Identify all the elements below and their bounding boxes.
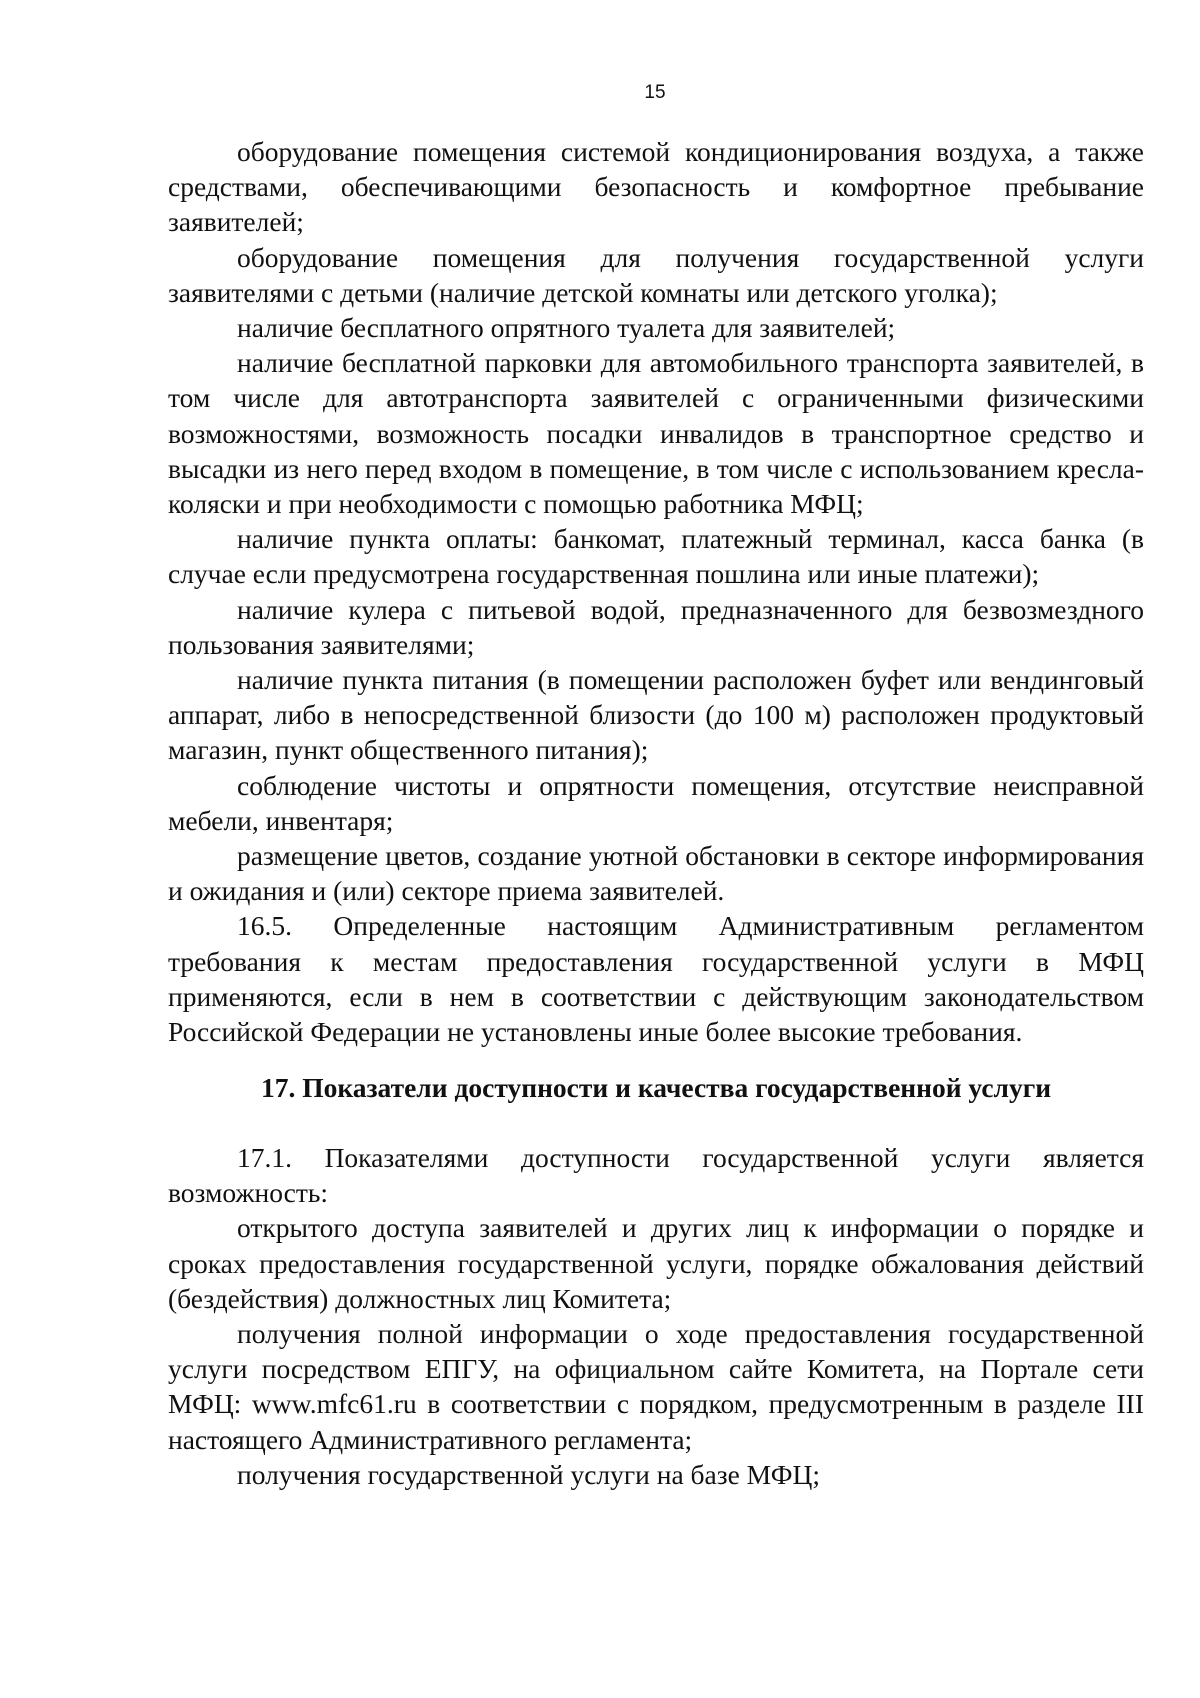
paragraph: получения полной информации о ходе предоставления государственной услуги посредством ЕПГУ, на официальном сайте Комитета, на Портале сети МФЦ: www.mfc61.ru в соответствии с порядком, предусмотренным в разделе III настоящего Административного регламента; [168, 1318, 1144, 1455]
paragraph: 16.5. Определенные настоящим Административным регламентом требования к местам предоставления государственной услуги в МФЦ применяются, если в нем в соответствии с действующим законодательством Российской Федерации не установлены иные более высокие требования. [168, 910, 1144, 1048]
paragraph: получения государственной услуги на базе МФЦ; [237, 1458, 820, 1490]
paragraph: оборудование помещения системой кондиционирования воздуха, а также средствами, обеспечивающими безопасность и комфортное пребывание заявителей; [168, 136, 1144, 238]
paragraph: наличие бесплатной парковки для автомобильного транспорта заявителей, в том числе для автотранспорта заявителей с ограниченными физическими возможностями, возможность посадки инвалидов в транспортное средство и высадки из него перед входом в помещение, в том числе с использованием кресла-коляски и при необходимости с помощью работника МФЦ; [168, 347, 1144, 520]
paragraph: размещение цветов, создание уютной обстановки в секторе информирования и ожидания и (или) секторе приема заявителей. [168, 840, 1144, 907]
section-heading: 17. Показатели доступности и качества государственной услуги [260, 1072, 1052, 1103]
paragraph: наличие бесплатного опрятного туалета для заявителей; [237, 312, 896, 344]
body-text-top [168, 134, 1144, 1049]
paragraph: соблюдение чистоты и опрятности помещения, отсутствие неисправной мебели, инвентаря; [168, 769, 1144, 836]
paragraph: наличие пункта питания (в помещении расположен буфет или вендинговый аппарат, либо в непосредственной близости (до 100 м) расположен продуктовый магазин, пункт общественного питания); [168, 664, 1144, 766]
paragraph: наличие кулера с питьевой водой, предназначенного для безвозмездного пользования заявителями; [168, 593, 1144, 660]
paragraph: 17.1. Показателями доступности государственной услуги является возможность: [168, 1142, 1144, 1209]
paragraph: наличие пункта оплаты: банкомат, платежный терминал, касса банка (в случае если предусмотрена государственная пошлина или иные платежи); [168, 523, 1144, 590]
paragraph: оборудование помещения для получения государственной услуги заявителями с детьми (наличие детской комнаты или детского уголка); [168, 241, 1144, 308]
page-number: 15 [644, 82, 666, 103]
paragraph: открытого доступа заявителей и других лиц к информации о порядке и сроках предоставления государственной услуги, порядке обжалования действий (бездействия) должностных лиц Комитета; [168, 1212, 1144, 1314]
body-text-bottom [168, 1140, 1144, 1492]
